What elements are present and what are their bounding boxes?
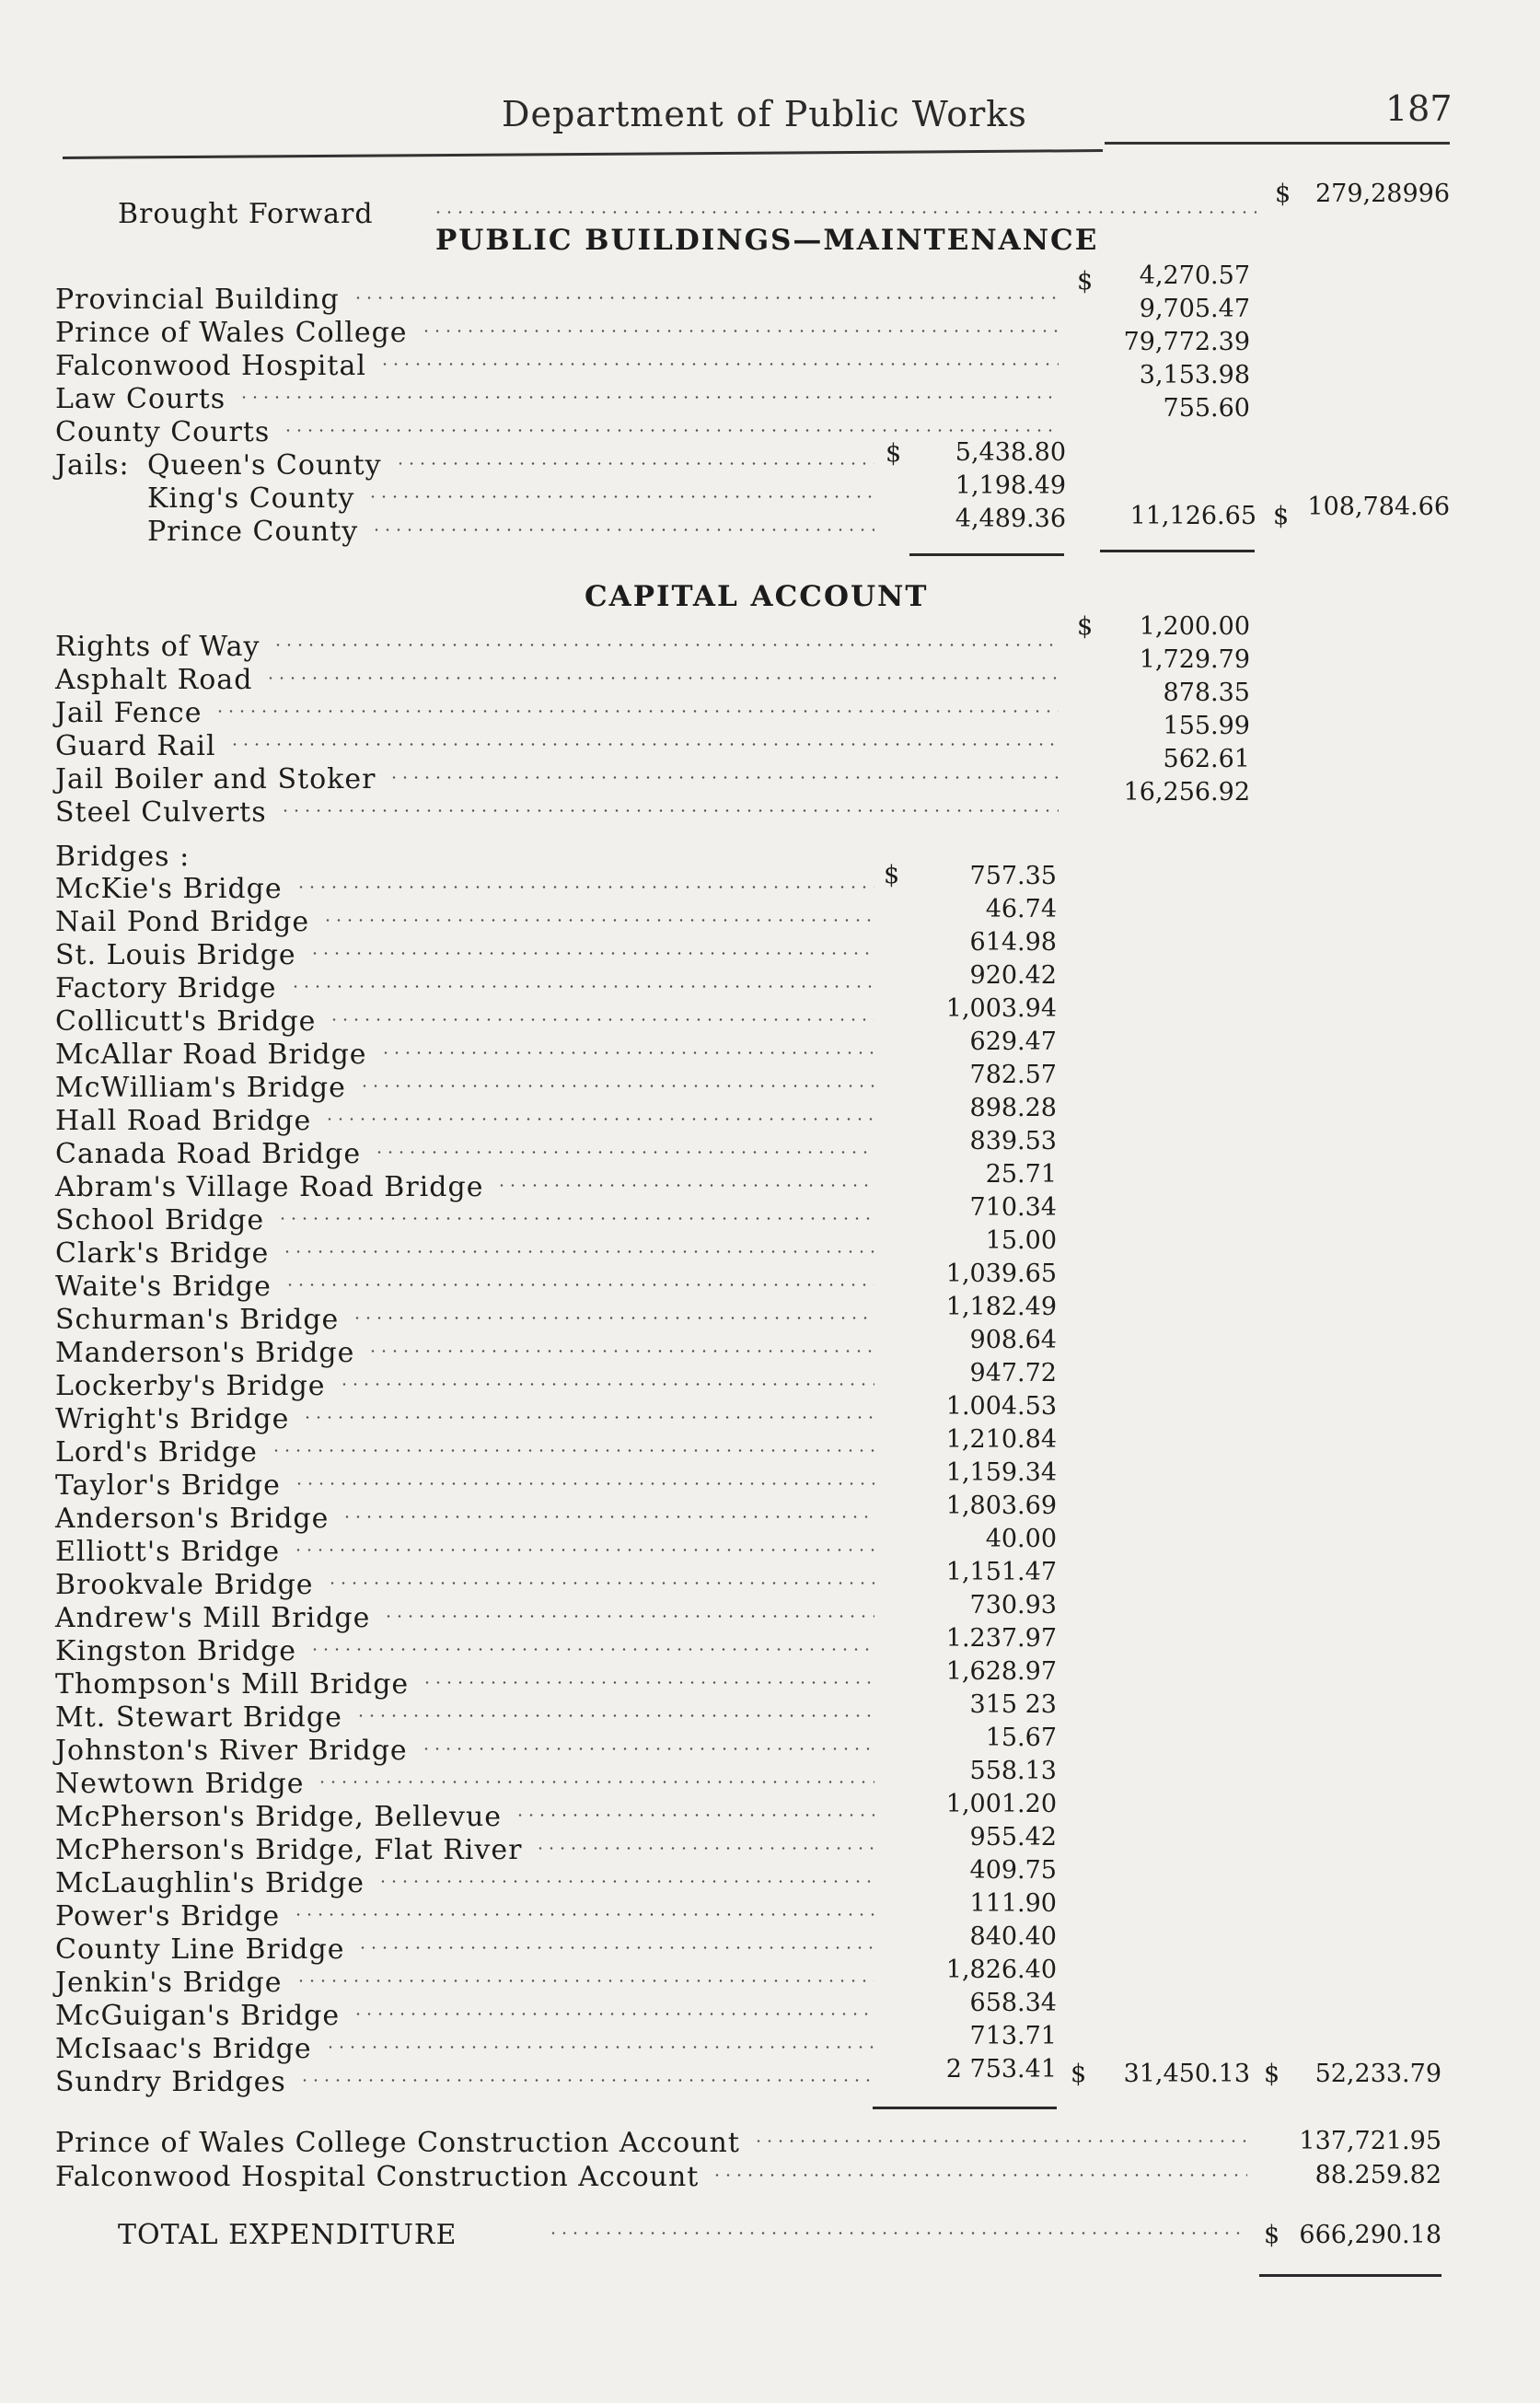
bridge-item-label: Schurman's Bridge bbox=[55, 1304, 340, 1336]
bridges-label: Bridges : bbox=[55, 841, 191, 873]
bridge-item-label: Elliott's Bridge bbox=[55, 1536, 281, 1568]
dot-leader bbox=[327, 1582, 874, 1585]
bridge-item-amount: 713.71 bbox=[969, 2022, 1057, 2050]
bridges-header-row bbox=[0, 841, 1540, 874]
dot-leader bbox=[302, 1416, 874, 1419]
public-building-item-amount: 79,772.39 bbox=[1123, 328, 1250, 356]
capital-item-label: Rights of Way bbox=[55, 631, 261, 663]
dot-leader bbox=[433, 211, 1256, 214]
bridge-item-amount: 898.28 bbox=[969, 1094, 1057, 1122]
dot-leader bbox=[421, 330, 1059, 332]
bridge-item-label: Andrew's Mill Bridge bbox=[55, 1602, 371, 1634]
dot-leader bbox=[367, 495, 874, 498]
dot-leader bbox=[352, 1317, 874, 1319]
construction-item-label: Prince of Wales College Construction Account bbox=[55, 2127, 740, 2159]
bridge-item bbox=[0, 1425, 1540, 1469]
bridge-item-label: Canada Road Bridge bbox=[55, 1138, 362, 1170]
dot-leader bbox=[371, 528, 874, 531]
dot-leader bbox=[422, 1681, 874, 1684]
bridge-item-amount: 1,826.40 bbox=[945, 1956, 1057, 1984]
jail-item-label: King's County bbox=[147, 482, 355, 515]
currency-sign: $ bbox=[1071, 2060, 1087, 2088]
bridge-item-label: Clark's Bridge bbox=[55, 1237, 270, 1270]
public-building-item-label: County Courts bbox=[55, 416, 271, 448]
dot-leader bbox=[339, 1383, 874, 1386]
bridge-item bbox=[0, 1392, 1540, 1436]
bridge-item bbox=[0, 1856, 1540, 1900]
dot-leader bbox=[293, 1913, 874, 1916]
bridge-item bbox=[0, 1989, 1540, 2033]
bridge-item-label: Anderson's Bridge bbox=[55, 1503, 330, 1535]
bridge-item-label: St. Louis Bridge bbox=[55, 939, 296, 971]
bridge-item-label: Jenkin's Bridge bbox=[55, 1967, 283, 1999]
capital-item-amount: 16,256.92 bbox=[1123, 778, 1250, 807]
bridge-item-label: Lockerby's Bridge bbox=[55, 1370, 326, 1402]
dot-leader bbox=[280, 809, 1059, 812]
bridge-item bbox=[0, 1757, 1540, 1801]
bridge-item-label: Brookvale Bridge bbox=[55, 1569, 314, 1601]
capital-item-amount: 1,200.00 bbox=[1139, 612, 1250, 641]
bridge-item-label: Sundry Bridges bbox=[55, 2066, 286, 2098]
jail-item-amount: 4,489.36 bbox=[955, 505, 1066, 533]
bridge-item bbox=[0, 862, 1540, 906]
bridge-item bbox=[0, 1160, 1540, 1204]
dot-leader bbox=[295, 1979, 874, 1982]
jail-item-label: Prince County bbox=[147, 516, 359, 548]
bridge-item-amount: 947.72 bbox=[969, 1359, 1057, 1387]
bridge-item bbox=[0, 1657, 1540, 1701]
bridge-item-amount: 710.34 bbox=[969, 1193, 1057, 1222]
bridge-item-amount: 1,151.47 bbox=[945, 1558, 1057, 1586]
bridge-item-amount: 920.42 bbox=[969, 961, 1057, 990]
public-building-item-label: Law Courts bbox=[55, 383, 226, 415]
dot-leader bbox=[379, 363, 1059, 366]
header-rule-right bbox=[1105, 142, 1450, 145]
dot-leader bbox=[317, 1781, 874, 1783]
section-title-public-buildings: PUBLIC BUILDINGS—MAINTENANCE bbox=[435, 224, 1099, 257]
jails-total: 11,126.65 bbox=[1129, 502, 1256, 530]
capital-item-amount: 1,729.79 bbox=[1139, 645, 1250, 674]
jail-item-label: Queen's County bbox=[147, 449, 382, 482]
dot-leader bbox=[377, 1880, 874, 1883]
bridge-item-label: McPherson's Bridge, Flat River bbox=[55, 1834, 523, 1866]
bridge-item bbox=[0, 1326, 1540, 1370]
dot-leader bbox=[380, 1051, 874, 1054]
bridge-item-label: Johnston's River Bridge bbox=[55, 1735, 408, 1767]
bridge-item bbox=[0, 2022, 1540, 2066]
dot-leader bbox=[496, 1184, 874, 1187]
bridge-item-amount: 629.47 bbox=[969, 1027, 1057, 1056]
public-building-item-amount: 755.60 bbox=[1163, 394, 1250, 423]
bridge-item-amount: 1.237.97 bbox=[945, 1624, 1057, 1653]
public-building-item-amount: 9,705.47 bbox=[1139, 295, 1250, 323]
bridge-item bbox=[0, 1260, 1540, 1304]
dot-leader bbox=[359, 1085, 874, 1087]
dot-leader bbox=[753, 2140, 1247, 2142]
dot-leader bbox=[357, 1946, 874, 1949]
dot-leader bbox=[383, 1615, 874, 1618]
bridge-item bbox=[0, 994, 1540, 1039]
bridge-item-label: McGuigan's Bridge bbox=[55, 2000, 341, 2032]
bridge-item-amount: 40.00 bbox=[985, 1525, 1057, 1553]
bridge-item bbox=[0, 1922, 1540, 1967]
bridge-item bbox=[0, 895, 1540, 939]
bridge-item-label: County Line Bridge bbox=[55, 1933, 345, 1966]
currency-sign: $ bbox=[1264, 2060, 1280, 2088]
dot-leader bbox=[309, 1648, 874, 1651]
bridge-item bbox=[0, 1724, 1540, 1768]
bridge-item-label: Kingston Bridge bbox=[55, 1635, 297, 1667]
header-rule bbox=[63, 149, 1103, 159]
section-title-capital-account: CAPITAL ACCOUNT bbox=[585, 580, 929, 613]
bridge-item-amount: 757.35 bbox=[969, 862, 1057, 890]
total-label: TOTAL EXPENDITURE bbox=[118, 2219, 457, 2251]
construction-item bbox=[0, 2127, 1540, 2160]
bridge-item-amount: 955.42 bbox=[969, 1823, 1057, 1852]
brought-forward-label: Brought Forward bbox=[118, 198, 374, 230]
bridge-item bbox=[0, 961, 1540, 1005]
bridge-item bbox=[0, 1558, 1540, 1602]
bridge-item bbox=[0, 1525, 1540, 1569]
bridge-item bbox=[0, 1458, 1540, 1503]
capital-item-label: Jail Boiler and Stoker bbox=[55, 763, 376, 795]
bridge-item-amount: 315 23 bbox=[969, 1690, 1057, 1719]
public-buildings-total: 108,784.66 bbox=[1307, 493, 1450, 521]
bridge-item-label: McLaughlin's Bridge bbox=[55, 1867, 365, 1899]
bridge-item-amount: 1,182.49 bbox=[945, 1293, 1057, 1321]
dot-leader bbox=[353, 296, 1059, 299]
dot-leader bbox=[295, 886, 874, 888]
bridge-item-amount: 730.93 bbox=[969, 1591, 1057, 1619]
bridge-item-amount: 111.90 bbox=[969, 1889, 1057, 1918]
capital-item-amount: 562.61 bbox=[1163, 745, 1250, 773]
bridge-item-amount: 46.74 bbox=[985, 895, 1057, 923]
public-building-item bbox=[0, 261, 1540, 317]
bridge-item-label: McAllar Road Bridge bbox=[55, 1039, 367, 1071]
bridge-item-amount: 1,159.34 bbox=[945, 1458, 1057, 1487]
currency-sign: $ bbox=[884, 861, 900, 889]
bridge-item-amount: 409.75 bbox=[969, 1856, 1057, 1885]
capital-item-amount: 155.99 bbox=[1163, 712, 1250, 740]
jail-item bbox=[0, 438, 1540, 482]
bridge-item-label: Power's Bridge bbox=[55, 1900, 281, 1933]
capital-item-label: Steel Culverts bbox=[55, 796, 267, 829]
bridge-item-label: Lord's Bridge bbox=[55, 1436, 258, 1468]
bridge-item bbox=[0, 1790, 1540, 1834]
bridge-item bbox=[0, 1956, 1540, 2000]
construction-item-amount: 137,721.95 bbox=[1299, 2127, 1442, 2155]
bridge-item-label: McWilliam's Bridge bbox=[55, 1072, 346, 1104]
bridge-item-amount: 2 753.41 bbox=[945, 2055, 1057, 2084]
dot-leader bbox=[277, 1217, 874, 1220]
dot-leader bbox=[367, 1350, 874, 1352]
currency-sign: $ bbox=[1077, 267, 1094, 296]
dot-leader bbox=[421, 1747, 874, 1750]
bridge-item bbox=[0, 1690, 1540, 1735]
dot-leader bbox=[515, 1814, 874, 1817]
dot-leader bbox=[325, 2046, 874, 2049]
bridge-item bbox=[0, 1293, 1540, 1337]
bridge-item-amount: 15.00 bbox=[985, 1226, 1057, 1255]
capital-account-total: 52,233.79 bbox=[1314, 2060, 1442, 2088]
bridge-item-label: Newtown Bridge bbox=[55, 1768, 305, 1800]
bridge-item-label: McPherson's Bridge, Bellevue bbox=[55, 1801, 503, 1833]
bridge-item-amount: 1,210.84 bbox=[945, 1425, 1057, 1454]
bridge-item-amount: 1,039.65 bbox=[945, 1260, 1057, 1288]
public-building-item-amount: 4,270.57 bbox=[1139, 261, 1250, 290]
currency-sign: $ bbox=[1077, 612, 1094, 641]
dot-leader bbox=[548, 2232, 1247, 2235]
dot-leader bbox=[395, 462, 874, 465]
capital-item-label: Asphalt Road bbox=[55, 664, 253, 696]
page-number: 187 bbox=[1385, 88, 1453, 129]
public-building-item-label: Provincial Building bbox=[55, 284, 340, 316]
total-amount: 666,290.18 bbox=[1299, 2221, 1442, 2249]
bridge-item-amount: 558.13 bbox=[969, 1757, 1057, 1785]
bridge-item-amount: 840.40 bbox=[969, 1922, 1057, 1951]
bridge-item bbox=[0, 1624, 1540, 1668]
bridge-item bbox=[0, 1061, 1540, 1105]
bridge-item-label: Collicutt's Bridge bbox=[55, 1005, 317, 1038]
bridge-item-amount: 908.64 bbox=[969, 1326, 1057, 1354]
bridge-item bbox=[0, 1193, 1540, 1237]
bridge-item-label: Taylor's Bridge bbox=[55, 1469, 281, 1502]
bridge-item-amount: 839.53 bbox=[969, 1127, 1057, 1155]
bridge-item-amount: 1.004.53 bbox=[945, 1392, 1057, 1421]
dot-leader bbox=[290, 985, 874, 988]
bridge-item bbox=[0, 1591, 1540, 1635]
capital-item-amount: 878.35 bbox=[1163, 679, 1250, 707]
bridge-item-amount: 1,003.94 bbox=[945, 994, 1057, 1023]
bridge-item bbox=[0, 1094, 1540, 1138]
bridges-total: 31,450.13 bbox=[1123, 2060, 1250, 2088]
dot-leader bbox=[238, 396, 1059, 399]
bridge-item-label: Nail Pond Bridge bbox=[55, 906, 310, 938]
jail-item-amount: 1,198.49 bbox=[955, 471, 1066, 500]
currency-sign: $ bbox=[1273, 502, 1290, 530]
dot-leader bbox=[712, 2174, 1247, 2177]
bridge-item-amount: 15.67 bbox=[985, 1724, 1057, 1752]
bridge-item bbox=[0, 1127, 1540, 1171]
dot-leader bbox=[329, 1018, 874, 1021]
dot-leader bbox=[272, 644, 1059, 646]
capital-item-label: Jail Fence bbox=[55, 697, 203, 729]
bridge-item bbox=[0, 1823, 1540, 1867]
dot-leader bbox=[299, 2079, 874, 2082]
bridge-item-label: Manderson's Bridge bbox=[55, 1337, 355, 1369]
bridge-item-label: Factory Bridge bbox=[55, 972, 277, 1004]
dot-leader bbox=[271, 1449, 874, 1452]
bridge-item-label: School Bridge bbox=[55, 1204, 265, 1236]
bridge-item-label: Waite's Bridge bbox=[55, 1271, 272, 1303]
dot-leader bbox=[535, 1847, 874, 1850]
bridge-item-amount: 1,803.69 bbox=[945, 1492, 1057, 1520]
dot-leader bbox=[324, 1118, 874, 1120]
public-building-item-amount: 3,153.98 bbox=[1139, 361, 1250, 389]
bridge-item bbox=[0, 928, 1540, 972]
dot-leader bbox=[284, 1283, 874, 1286]
dot-leader bbox=[293, 1549, 874, 1551]
bridge-item-label: McIsaac's Bridge bbox=[55, 2033, 312, 2065]
page-header-title: Department of Public Works bbox=[502, 94, 1027, 134]
bridge-item bbox=[0, 1889, 1540, 1933]
bridge-item-label: Mt. Stewart Bridge bbox=[55, 1701, 342, 1734]
bridge-item bbox=[0, 2055, 1540, 2099]
jail-item-amount: 5,438.80 bbox=[955, 438, 1066, 467]
bridge-item-amount: 1,001.20 bbox=[945, 1790, 1057, 1818]
bridge-item-label: Thompson's Mill Bridge bbox=[55, 1668, 410, 1701]
bridge-item-label: Abram's Village Road Bridge bbox=[55, 1171, 484, 1203]
capital-item bbox=[0, 612, 1540, 664]
bridge-item bbox=[0, 1027, 1540, 1072]
currency-sign: $ bbox=[886, 439, 902, 468]
currency-sign: $ bbox=[1275, 180, 1291, 208]
dot-leader bbox=[322, 919, 874, 922]
dot-leader bbox=[342, 1515, 874, 1518]
dot-leader bbox=[282, 1250, 874, 1253]
bridge-item-amount: 25.71 bbox=[985, 1160, 1057, 1189]
public-building-item-label: Falconwood Hospital bbox=[55, 350, 366, 382]
sum-line bbox=[1259, 2274, 1442, 2277]
dot-leader bbox=[374, 1151, 874, 1154]
capital-item-label: Guard Rail bbox=[55, 730, 216, 762]
currency-sign: $ bbox=[1264, 2221, 1280, 2249]
bridge-item-amount: 658.34 bbox=[969, 1989, 1057, 2017]
public-building-item-label: Prince of Wales College bbox=[55, 317, 408, 349]
bridge-item bbox=[0, 1492, 1540, 1536]
dot-leader bbox=[214, 710, 1059, 713]
bridge-item-amount: 1,628.97 bbox=[945, 1657, 1057, 1686]
dot-leader bbox=[355, 1714, 874, 1717]
bridge-item-label: Wright's Bridge bbox=[55, 1403, 290, 1435]
dot-leader bbox=[294, 1482, 874, 1485]
dot-leader bbox=[353, 2013, 874, 2015]
bridge-item-label: Hall Road Bridge bbox=[55, 1105, 312, 1137]
bridge-item-amount: 782.57 bbox=[969, 1061, 1057, 1089]
construction-item-label: Falconwood Hospital Construction Account bbox=[55, 2161, 700, 2193]
jails-label: Jails: bbox=[55, 449, 130, 482]
dot-leader bbox=[309, 952, 874, 955]
bridge-item bbox=[0, 1226, 1540, 1271]
sum-line bbox=[909, 553, 1064, 556]
dot-leader bbox=[265, 677, 1059, 679]
sum-line bbox=[873, 2107, 1057, 2109]
sum-line bbox=[1100, 550, 1255, 552]
dot-leader bbox=[283, 429, 1059, 432]
construction-item bbox=[0, 2161, 1540, 2194]
brought-forward-amount: 279,28996 bbox=[1314, 180, 1450, 208]
dot-leader bbox=[229, 743, 1059, 746]
bridge-item-label: McKie's Bridge bbox=[55, 873, 283, 905]
construction-item-amount: 88.259.82 bbox=[1314, 2161, 1442, 2189]
bridge-item-amount: 614.98 bbox=[969, 928, 1057, 957]
bridge-item bbox=[0, 1359, 1540, 1403]
dot-leader bbox=[388, 776, 1059, 779]
